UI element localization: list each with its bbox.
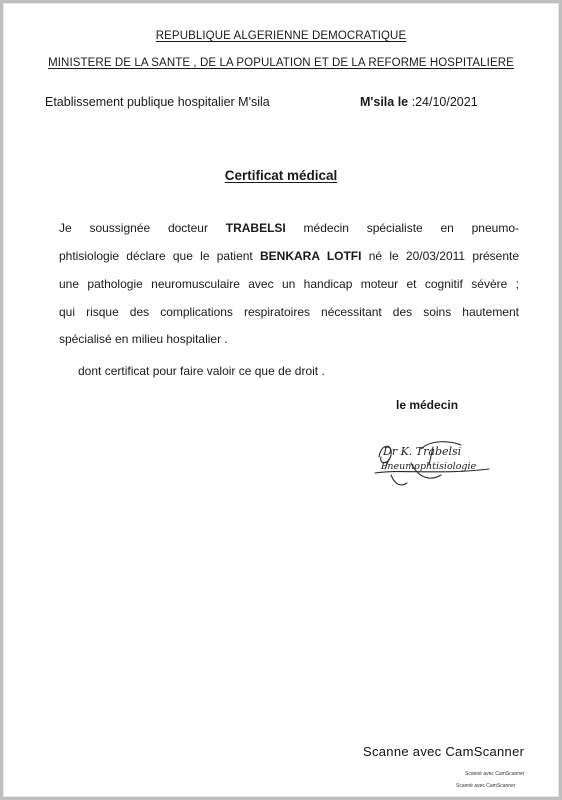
scanner-watermark: Scanne avec CamScanner	[363, 744, 525, 759]
scanner-watermark-small: Scanné avec CamScanner	[456, 783, 516, 789]
header-republic: REPUBLIQUE ALGERIENNE DEMOCRATIQUE	[155, 30, 407, 42]
document-sheet	[3, 3, 559, 797]
handwritten-signature	[371, 435, 496, 495]
place-label: M'sila le	[360, 95, 409, 109]
body-text: Je soussignée docteur	[59, 221, 226, 235]
body-line-3: une pathologie neuromusculaire avec un handicap moteur et cognitif sévère ;	[59, 277, 519, 291]
body-line-2	[59, 249, 519, 263]
body-line-1	[59, 221, 519, 235]
doctor-name: TRABELSI	[225, 221, 286, 235]
body-line-4: qui risque des complications respiratoires nécessitant des soins hautement	[59, 305, 519, 319]
body-text: médecin spécialiste en pneumo-	[285, 221, 519, 235]
signatory-label: le médecin	[396, 398, 459, 412]
body-line-5: spécialisé en milieu hospitalier .	[59, 332, 228, 346]
document-title: Certificat médical	[224, 168, 338, 183]
body-text: phtisiologie déclare que le patient	[59, 249, 261, 263]
signature-specialty: Pneumophtisiologie	[381, 461, 477, 472]
body-text: né le 20/03/2011 présente	[361, 249, 520, 263]
establishment-name: Etablissement publique hospitalier M'sila	[45, 95, 270, 109]
closing-statement: dont certificat pour faire valoir ce que de droit .	[78, 364, 325, 378]
scanner-watermark-small: Scanné avec CamScanner	[465, 771, 525, 777]
patient-name: BENKARA LOTFI	[260, 249, 362, 263]
place-date	[360, 95, 478, 109]
signature-name: Dr K. Trabelsi	[383, 445, 462, 458]
header-ministry: MINISTERE DE LA SANTE , DE LA POPULATION ET DE LA REFORME HOSPITALIERE	[48, 57, 514, 69]
document-date: :24/10/2021	[408, 95, 478, 109]
